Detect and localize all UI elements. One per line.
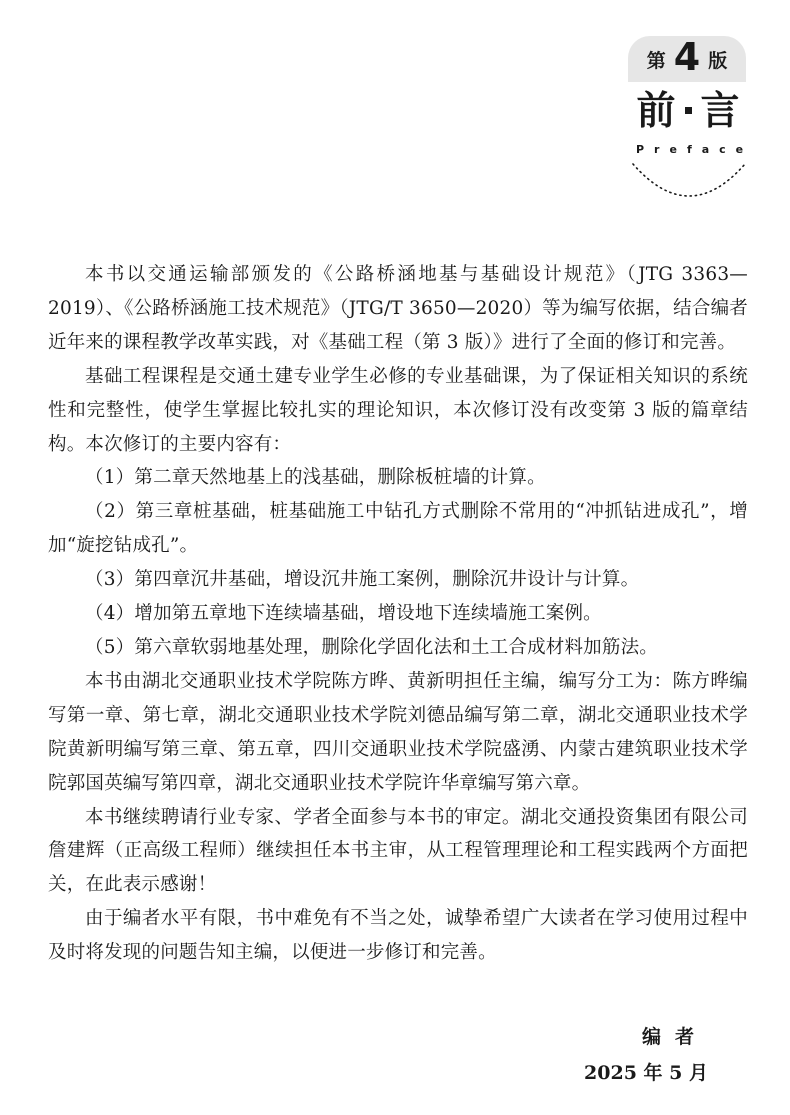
page-title [628,89,748,134]
edition-badge [628,36,746,82]
edition-suffix: 版 [708,49,728,72]
publication-date: 2025 年 5 月 [584,1062,708,1084]
title-char-1: 前 [636,89,676,134]
paragraph: 由于编者水平有限，书中难免有不当之处，诚挚希望广大读者在学习使用过程中及时将发现的问题告知主编，以便进一步修订和完善。 [48,908,748,964]
edition-prefix: 第 [646,49,666,72]
paragraph: 基础工程课程是交通土建专业学生必修的专业基础课，为了保证相关知识的系统性和完整性，使学生掌握比较扎实的理论知识，本次修订没有改变第 3 版的篇章结构。本次修订的主要内容有： [48,365,748,455]
list-item: （4）增加第五章地下连续墙基础，增设地下连续墙施工案例。 [85,603,602,625]
paragraph: 本书以交通运输部颁发的《公路桥涵地基与基础设计规范》（JTG 3363—2019）、《公路桥涵施工技术规范》（JTG/T 3650—2020）等为编写依据，结合编者近年来的课程教学改革实践，对《基础工程（第 3 版）》进行了全面的修订和完善。 [48,264,748,353]
list-item: （1）第二章天然地基上的浅基础，删除板桩墙的计算。 [85,467,546,489]
list-item: （5）第六章软弱地基处理，删除化学固化法和土工合成材料加筋法。 [85,636,658,658]
paragraph: 本书由湖北交通职业技术学院陈方晔、黄新明担任主编，编写分工为：陈方晔编写第一章、第七章，湖北交通职业技术学院刘德品编写第二章，湖北交通职业技术学院黄新明编写第三章、第五章，四川交通职业技术学院盛湧、内蒙古建筑职业技术学院郭国英编写第四章，湖北交通职业技术学院许华章编写第六章。 [48,670,748,794]
list-item: （3）第四章沉井基础，增设沉井施工案例，删除沉井设计与计算。 [85,569,640,591]
edition-number: 4 [673,35,701,79]
paragraph: 本书继续聘请行业专家、学者全面参与本书的审定。湖北交通投资集团有限公司詹建辉（正高级工程师）继续担任本书主审，从工程管理理论和工程实践两个方面把关，在此表示感谢！ [48,806,748,896]
list-item: （2）第三章桩基础，桩基础施工中钻孔方式删除不常用的“冲抓钻进成孔”，增加“旋挖钻成孔”。 [48,501,748,557]
dotted-arc-ornament [627,156,751,202]
title-char-2: 言 [700,89,740,134]
author-signature: 编者 [641,1026,708,1048]
preface-body [48,258,748,970]
page-subtitle-en: Preface [636,143,754,156]
title-separator-dot [685,107,692,114]
